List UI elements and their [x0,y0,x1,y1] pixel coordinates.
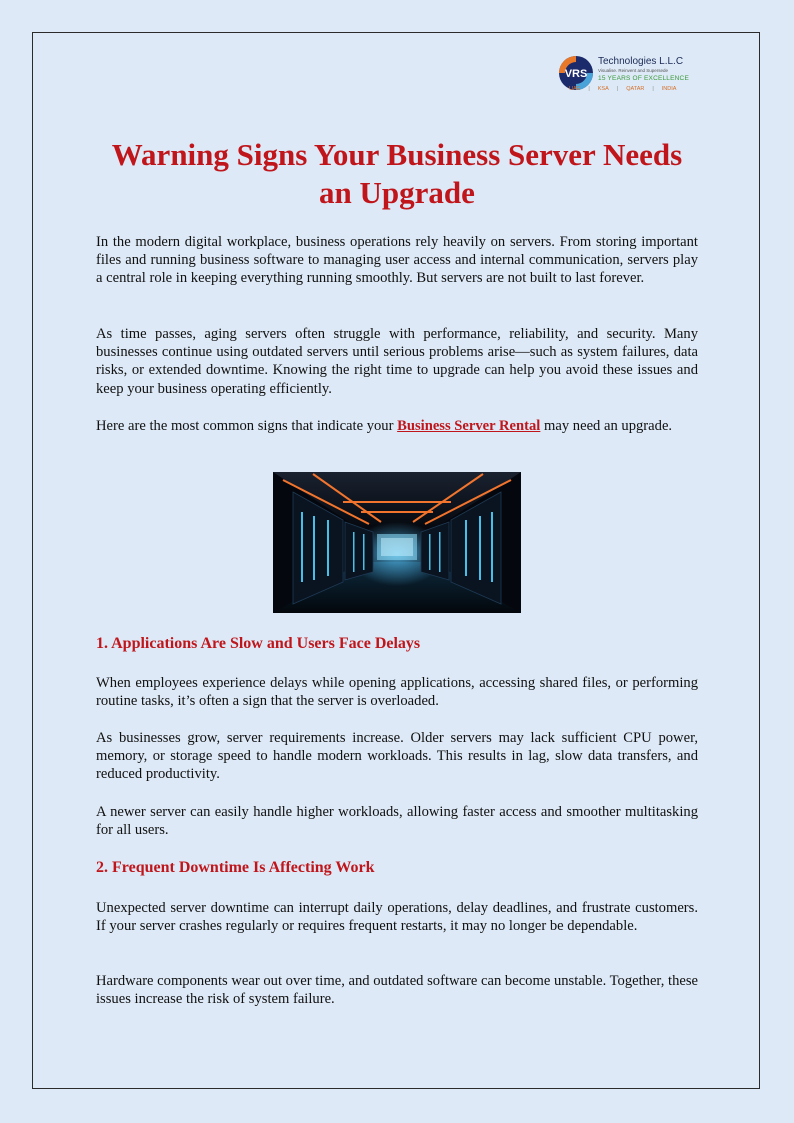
intro-paragraph-1: In the modern digital workplace, business operations rely heavily on servers. From storing important files and running business software to managing user access and internal communication, servers play a central role in keeping everything running smoothly. But servers are not built to last forever. [96,234,698,287]
section-2-paragraph-2: Hardware components wear out over time, and outdated software can become unstable. Together, these issues increase the risk of system failure. [96,973,698,1008]
section-1-paragraph-1: When employees experience delays while opening applications, accessing shared files, or performing routine tasks, it’s often a sign that the server is overloaded. [96,675,698,710]
logo-years-badge: 15 YEARS OF EXCELLENCE [598,75,689,82]
region-qatar: QATAR [626,86,645,92]
logo-tagline: Visualise. Reinvent and Supersede [598,68,668,73]
server-room-image [273,472,521,613]
region-india: INDIA [661,86,677,92]
business-server-rental-link[interactable]: Business Server Rental [397,418,541,434]
region-uae: UAE [569,86,581,92]
section-1-paragraph-3: A newer server can easily handle higher workloads, allowing faster access and smoother multitasking for all users. [96,804,698,839]
section-2-paragraph-1: Unexpected server downtime can interrupt daily operations, delay deadlines, and frustrate customers. If your server crashes regularly or requires frequent restarts, it may no longer be dependable. [96,900,698,935]
company-logo [556,52,716,98]
section-2-heading: 2. Frequent Downtime Is Affecting Work [96,859,375,876]
page-title: Warning Signs Your Business Server Needs an Upgrade [111,137,683,210]
section-1-heading: 1. Applications Are Slow and Users Face Delays [96,635,421,652]
region-ksa: KSA [597,86,609,92]
svg-text:VRS: VRS [564,68,588,80]
intro-paragraph-3: Here are the most common signs that indicate your Business Server Rental may need an upgrade. [96,418,673,434]
logo-company-name: Technologies L.L.C [598,56,684,67]
intro-paragraph-2: As time passes, aging servers often struggle with performance, reliability, and security. Many businesses continue using outdated servers until serious problems arise—such as system failures, data risks, or extended downtime. Knowing the right time to upgrade can help you avoid these issues and keep your business operating efficiently. [96,326,698,397]
server-room-illustration-icon [273,472,521,613]
section-1-paragraph-2: As businesses grow, server requirements increase. Older servers may lack sufficient CPU power, memory, or storage speed to handle modern workloads. This results in lag, slow data transfers, and reduced productivity. [96,730,698,783]
logo-regions: UAE | KSA | QATAR | INDIA [569,86,677,92]
